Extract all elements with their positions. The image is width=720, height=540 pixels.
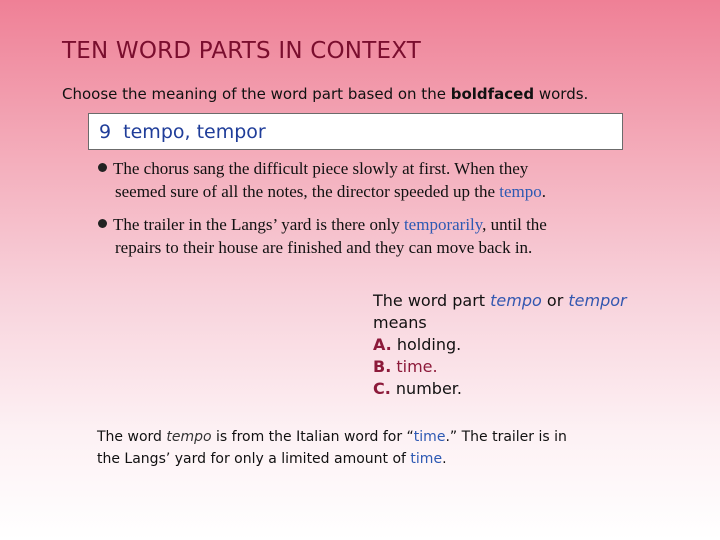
answer-p4: the Langs’ yard for only a limited amount of [97, 451, 411, 467]
answer-p3: .” The trailer is in [445, 429, 567, 445]
word-part-label: 9 tempo, tempor [99, 121, 266, 143]
question-suffix: means [373, 313, 427, 332]
example-1-line2 [98, 180, 658, 203]
answer-p5: . [442, 451, 447, 467]
example-sentence-1 [98, 157, 658, 203]
option-b[interactable] [373, 356, 693, 378]
option-c[interactable] [373, 378, 693, 400]
example-2-line1-before: The trailer in the Langs’ yard is there only [113, 215, 404, 234]
option-c-text: number. [390, 379, 462, 398]
option-b-text: time. [391, 357, 438, 376]
bullet-icon [98, 219, 107, 228]
option-b-letter: B. [373, 357, 392, 376]
example-2-line2: repairs to their house are finished and they can move back in. [115, 238, 533, 257]
question-mid: or [541, 291, 569, 310]
example-1-line2-after: . [541, 182, 547, 201]
example-1-line1: The chorus sang the difficult piece slowly at first. When they [113, 159, 529, 178]
bullet-icon [98, 163, 107, 172]
example-2-line1-after: , until the [482, 215, 547, 234]
option-a[interactable] [373, 334, 693, 356]
instructions [62, 85, 588, 103]
option-a-letter: A. [373, 335, 392, 354]
answer-p2: is from the Italian word for “ [211, 429, 414, 445]
instructions-after: words. [534, 85, 589, 103]
question-term-2: tempor [568, 291, 627, 310]
answer-p1: The word [97, 429, 167, 445]
instructions-before: Choose the meaning of the word part based on the [62, 85, 451, 103]
question-term-1: tempo [490, 291, 542, 310]
question [373, 290, 693, 400]
answer-highlight-1: time [413, 429, 446, 445]
answer-explanation [97, 426, 657, 470]
question-prefix: The word part [373, 291, 491, 310]
option-a-text: holding. [391, 335, 462, 354]
example-1-highlight: tempo [499, 182, 542, 201]
question-stem [373, 290, 693, 312]
instructions-bold: boldfaced [450, 85, 535, 103]
example-2-highlight: temporarily [403, 215, 483, 234]
example-sentence-2 [98, 213, 658, 259]
word-part-box [88, 113, 623, 150]
example-1-line2-before: seemed sure of all the notes, the director speeded up the [115, 182, 500, 201]
answer-highlight-2: time [410, 451, 443, 467]
answer-term: tempo [166, 429, 212, 445]
slide-title: TEN WORD PARTS IN CONTEXT [62, 38, 421, 64]
option-c-letter: C. [373, 379, 391, 398]
